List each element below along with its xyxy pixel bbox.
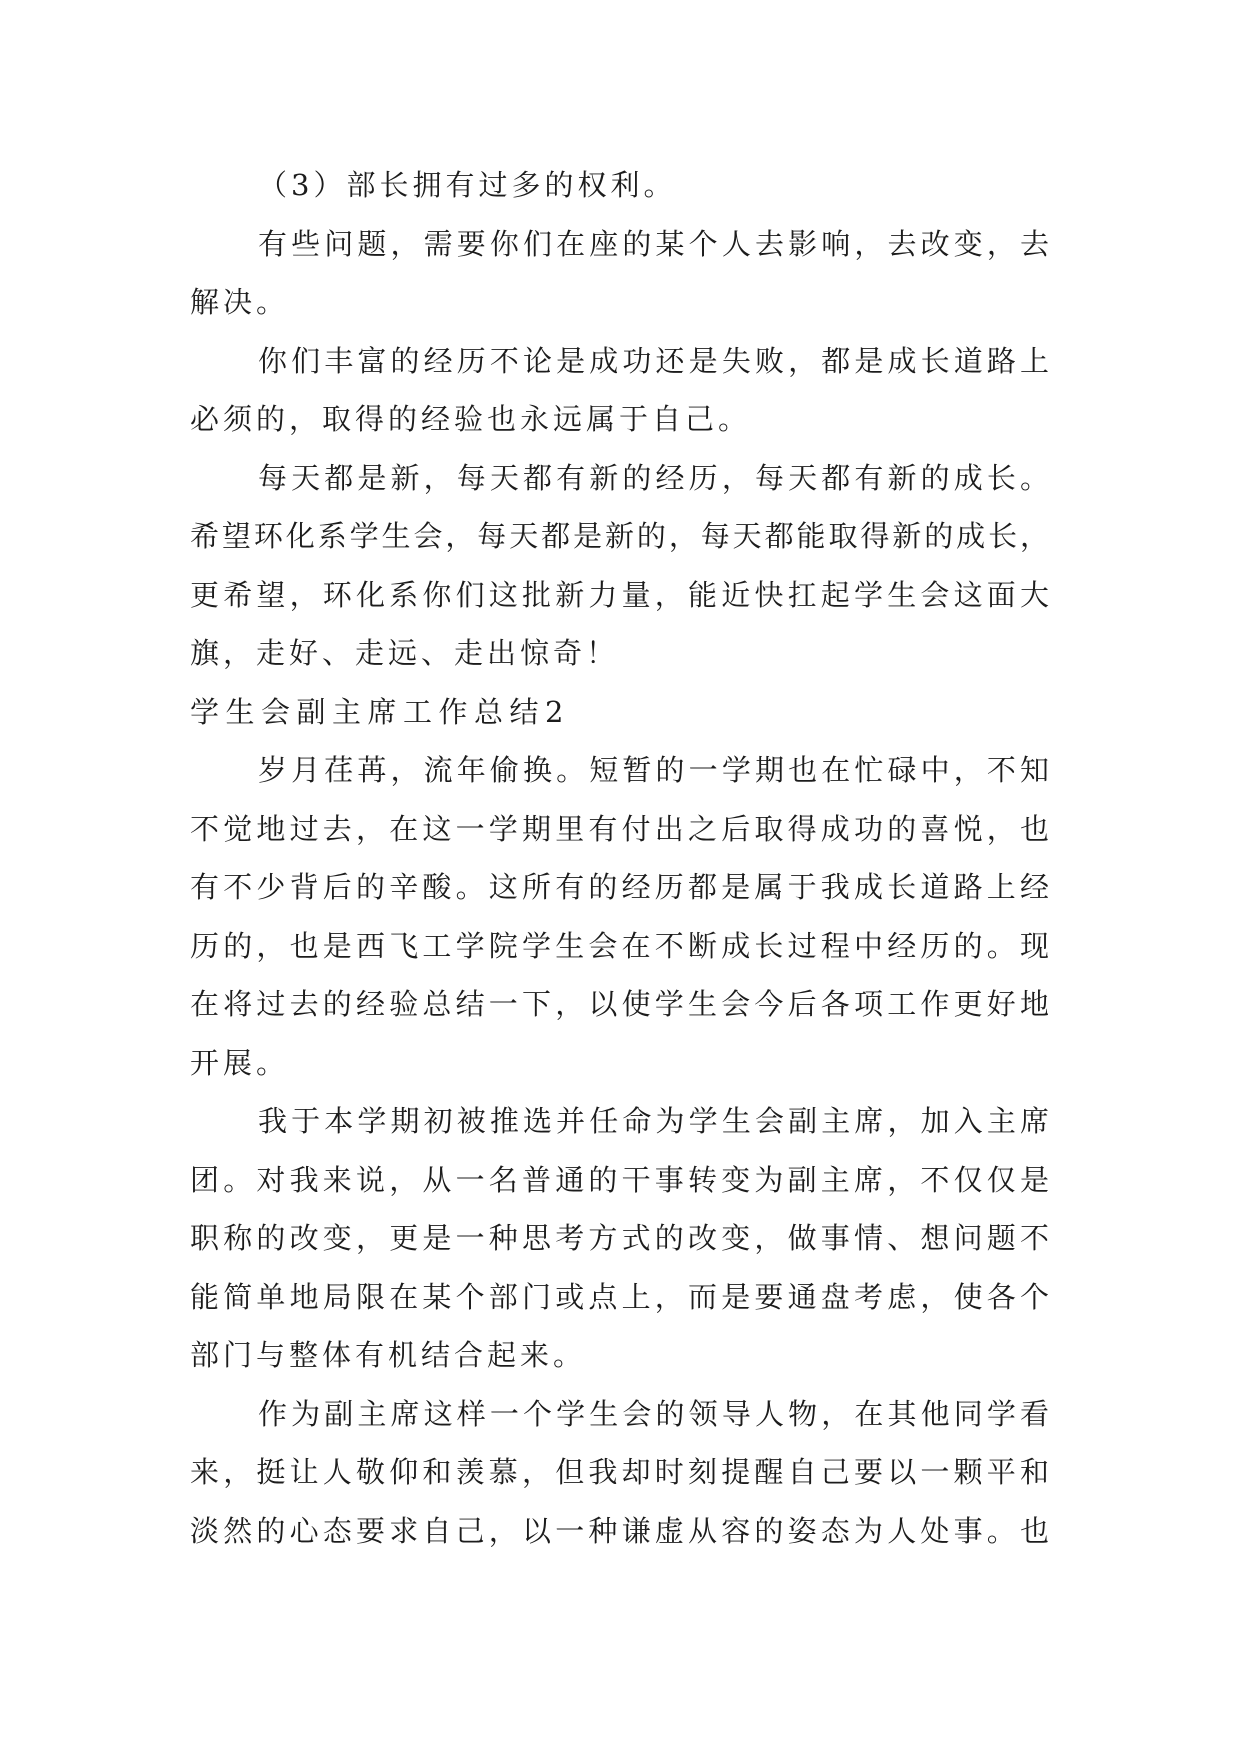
text-line: （3）部长拥有过多的权利。 <box>258 168 677 202</box>
text-line: 团。对我来说，从一名普通的干事转变为副主席，不仅仅是 <box>190 1162 1051 1197</box>
section-heading: 学生会副主席工作总结2 <box>190 694 570 729</box>
paragraph <box>190 1092 1051 1385</box>
paragraph <box>190 332 1051 449</box>
text-line: 开展。 <box>190 1045 290 1080</box>
text-line: 我于本学期初被推选并任命为学生会副主席，加入主席 <box>258 1104 1051 1138</box>
text-line: 解决。 <box>190 285 290 319</box>
text-line: 你们丰富的经历不论是成功还是失败，都是成长道路上 <box>258 343 1051 378</box>
text-line: 职称的改变，更是一种思考方式的改变，做事情、想问题不 <box>190 1221 1051 1255</box>
text-line: 作为副主席这样一个学生会的领导人物，在其他同学看 <box>258 1396 1051 1431</box>
text-line: 在将过去的经验总结一下，以使学生会今后各项工作更好地 <box>190 987 1051 1021</box>
text-line: 来，挺让人敬仰和羡慕，但我却时刻提醒自己要以一颗平和 <box>190 1455 1051 1489</box>
text-line: 必须的，取得的经验也永远属于自己。 <box>190 402 752 436</box>
paragraph <box>190 156 1051 215</box>
paragraph <box>190 215 1051 332</box>
text-line: 淡然的心态要求自己，以一种谦虚从容的姿态为人处事。也 <box>190 1513 1051 1548</box>
text-line: 更希望，环化系你们这批新力量，能近快扛起学生会这面大 <box>190 577 1051 612</box>
text-line: 有些问题，需要你们在座的某个人去影响，去改变，去 <box>258 226 1051 261</box>
text-line: 旗，走好、走远、走出惊奇！ <box>190 636 620 670</box>
paragraph <box>190 1385 1051 1561</box>
text-line: 每天都是新，每天都有新的经历，每天都有新的成长。 <box>258 460 1051 495</box>
paragraph <box>190 741 1051 1092</box>
text-line: 历的，也是西飞工学院学生会在不断成长过程中经历的。现 <box>190 928 1051 963</box>
text-line: 有不少背后的辛酸。这所有的经历都是属于我成长道路上经 <box>190 870 1051 904</box>
text-line: 部门与整体有机结合起来。 <box>190 1338 587 1372</box>
text-line: 能简单地局限在某个部门或点上，而是要通盘考虑，使各个 <box>190 1279 1051 1314</box>
text-line: 希望环化系学生会，每天都是新的，每天都能取得新的成长， <box>190 519 1051 553</box>
text-line: 岁月荏苒，流年偷换。短暂的一学期也在忙碌中，不知 <box>258 753 1051 787</box>
text-line: 不觉地过去，在这一学期里有付出之后取得成功的喜悦，也 <box>190 811 1051 846</box>
paragraph <box>190 449 1051 683</box>
document-body <box>190 156 1051 1560</box>
